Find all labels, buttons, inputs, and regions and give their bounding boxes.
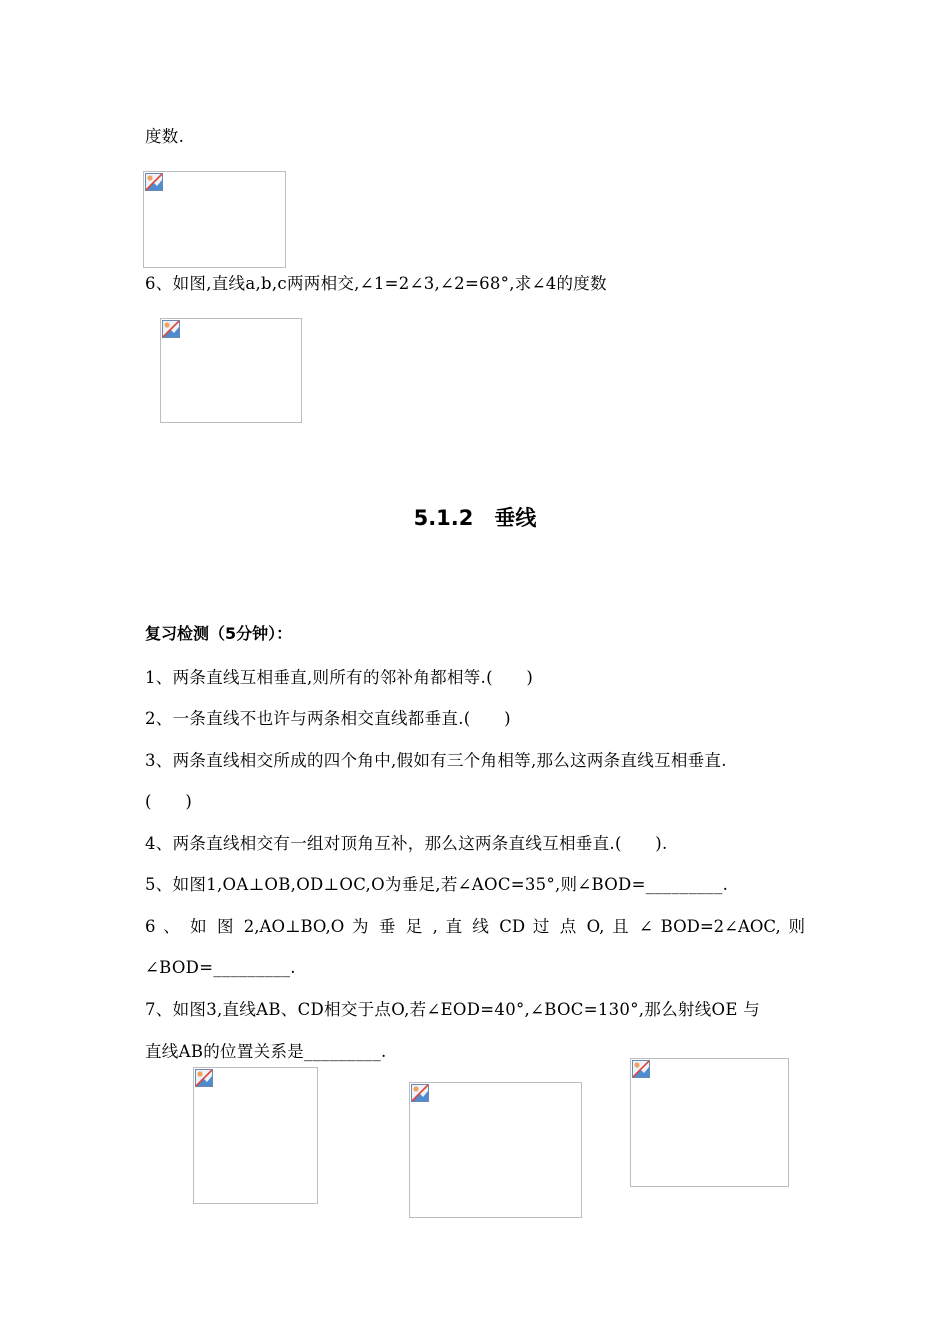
list-item: 6 、 如 图 2,AO⊥BO,O 为 垂 足 , 直 线 CD 过 点 O, 且 ∠ BOD=2∠AOC, 则 [145,917,805,936]
image-placeholder-figure-3 [630,1058,789,1187]
list-item: ( ) [145,792,193,811]
review-section-title: 复习检测（5分钟）： [145,624,293,643]
list-item: 3、两条直线相交所成的四个角中,假如有三个角相等,那么这两条直线互相垂直. [145,751,727,770]
broken-image-icon [162,320,180,338]
image-placeholder-2 [160,318,302,423]
section-heading: 5.1.2 垂线 [413,506,537,530]
list-item: 2、一条直线不也许与两条相交直线都垂直.( ) [145,709,511,728]
broken-image-icon [145,173,163,191]
image-placeholder-figure-2 [409,1082,582,1218]
broken-image-icon [632,1060,650,1078]
list-item: 4、两条直线相交有一组对顶角互补，那么这两条直线互相垂直.( ). [145,834,668,853]
list-item: 7、如图3,直线AB、CD相交于点O,若∠EOD=40°,∠BOC=130°,那么射线OE 与 [145,1000,761,1019]
list-item: 1、两条直线互相垂直,则所有的邻补角都相等.( ) [145,668,534,687]
broken-image-icon [411,1084,429,1102]
image-placeholder-figure-1 [193,1067,318,1204]
image-placeholder-1 [143,171,286,268]
text-top-degree: 度数. [145,127,185,146]
broken-image-icon [195,1069,213,1087]
list-item: ∠BOD=_________. [145,958,296,977]
question-6-text: 6、如图,直线a,b,c两两相交,∠1=2∠3,∠2=68°,求∠4的度数 [145,274,607,293]
list-item: 5、如图1,OA⊥OB,OD⊥OC,O为垂足,若∠AOC=35°,则∠BOD=_________. [145,875,729,894]
list-item: 直线AB的位置关系是_________. [145,1042,387,1061]
